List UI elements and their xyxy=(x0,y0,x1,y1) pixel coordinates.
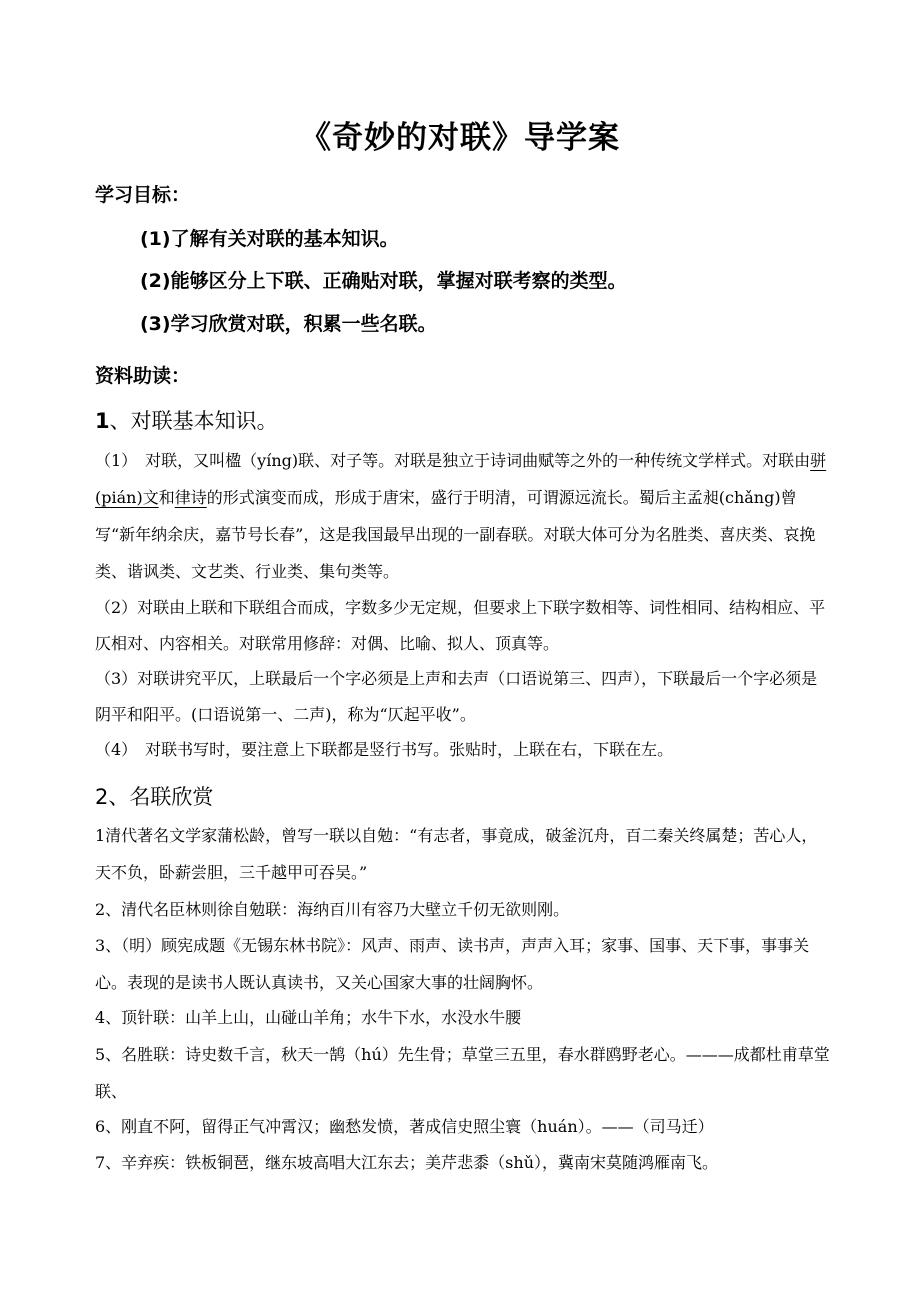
paragraph-text: 和 xyxy=(158,488,175,507)
goal-item: (3)学习欣赏对联，积累一些名联。 xyxy=(140,313,437,335)
couplet-item: 5、名胜联：诗史数千言，秋天一鹄（hú）先生骨；草堂三五里，春水群鸥野老心。———成都杜甫草堂联、 xyxy=(95,1045,830,1101)
paragraph-text: （1） 对联，又叫楹（yíng)联、对子等。对联是独立于诗词曲赋等之外的一种传统文学样式。对联由 xyxy=(95,451,811,470)
section1-paragraph-3: （3）对联讲究平仄，上联最后一个字必须是上声和去声（口语说第三、四声），下联最后一个字必须是阴平和阳平。(口语说第一、二声)，称为“仄起平收”。 xyxy=(95,669,818,724)
page-title: 《奇妙的对联》导学案 xyxy=(300,120,620,156)
pianwen-link[interactable]: 骈(pián)文 xyxy=(95,451,827,507)
goal-item: (1)了解有关对联的基本知识。 xyxy=(140,228,399,250)
section1-number: 1 xyxy=(95,409,110,433)
section1-paragraph-2: （2）对联由上联和下联组合而成，字数多少无定规，但要求上下联字数相等、词性相同、结构相应、平仄相对、内容相关。对联常用修辞：对偶、比喻、拟人、顶真等。 xyxy=(95,598,826,653)
section1-paragraph-1 xyxy=(95,442,830,590)
goals-heading: 学习目标： xyxy=(95,184,191,206)
section1-paragraph-4: （4） 对联书写时，要注意上下联都是竖行书写。张贴时，上联在右，下联在左。 xyxy=(95,740,674,759)
section1-heading xyxy=(95,405,278,435)
reading-heading: 资料助读： xyxy=(95,365,191,387)
lushi-link[interactable]: 律诗 xyxy=(174,488,207,507)
goal-item: (2)能够区分上下联、正确贴对联，掌握对联考察的类型。 xyxy=(140,270,627,292)
couplet-item: 1清代著名文学家蒲松龄，曾写一联以自勉：“有志者，事竟成，破釜沉舟，百二秦关终属楚；苦心人，天不负，卧薪尝胆，三千越甲可吞吴。” xyxy=(95,826,818,882)
couplet-item: 4、顶针联：山羊上山，山碰山羊角；水牛下水，水没水牛腰 xyxy=(95,1008,522,1027)
couplet-item: 7、辛弃疾：铁板铜琶，继东坡高唱大江东去；美芹悲黍（shǔ），冀南宋莫随鸿雁南飞。 xyxy=(95,1153,719,1172)
couplet-item: 6、刚直不阿，留得正气冲霄汉；幽愁发愤，著成信史照尘寰（huán）。——（司马迁） xyxy=(95,1117,714,1136)
couplet-item: 3、（明）顾宪成题《无锡东林书院》：风声、雨声、读书声，声声入耳；家事、国事、天下事，事事关心。表现的是读书人既认真读书，又关心国家大事的壮阔胸怀。 xyxy=(95,936,810,992)
section2-heading: 2、名联欣赏 xyxy=(95,785,214,809)
section1-title: 、对联基本知识。 xyxy=(109,409,278,433)
couplet-item: 2、清代名臣林则徐自勉联：海纳百川有容乃大壁立千仞无欲则刚。 xyxy=(95,900,570,919)
paragraph-text: 的形式演变而成，形成于唐宋，盛行于明清，可谓源远流长。蜀后主孟昶(chǎng)曾写“新年纳余庆，嘉节号长春”，这是我国最早出现的一副春联。对联大体可分为名胜类、喜庆类、哀挽类、谐讽类、文艺类、行业类、集句类等。 xyxy=(95,488,816,581)
